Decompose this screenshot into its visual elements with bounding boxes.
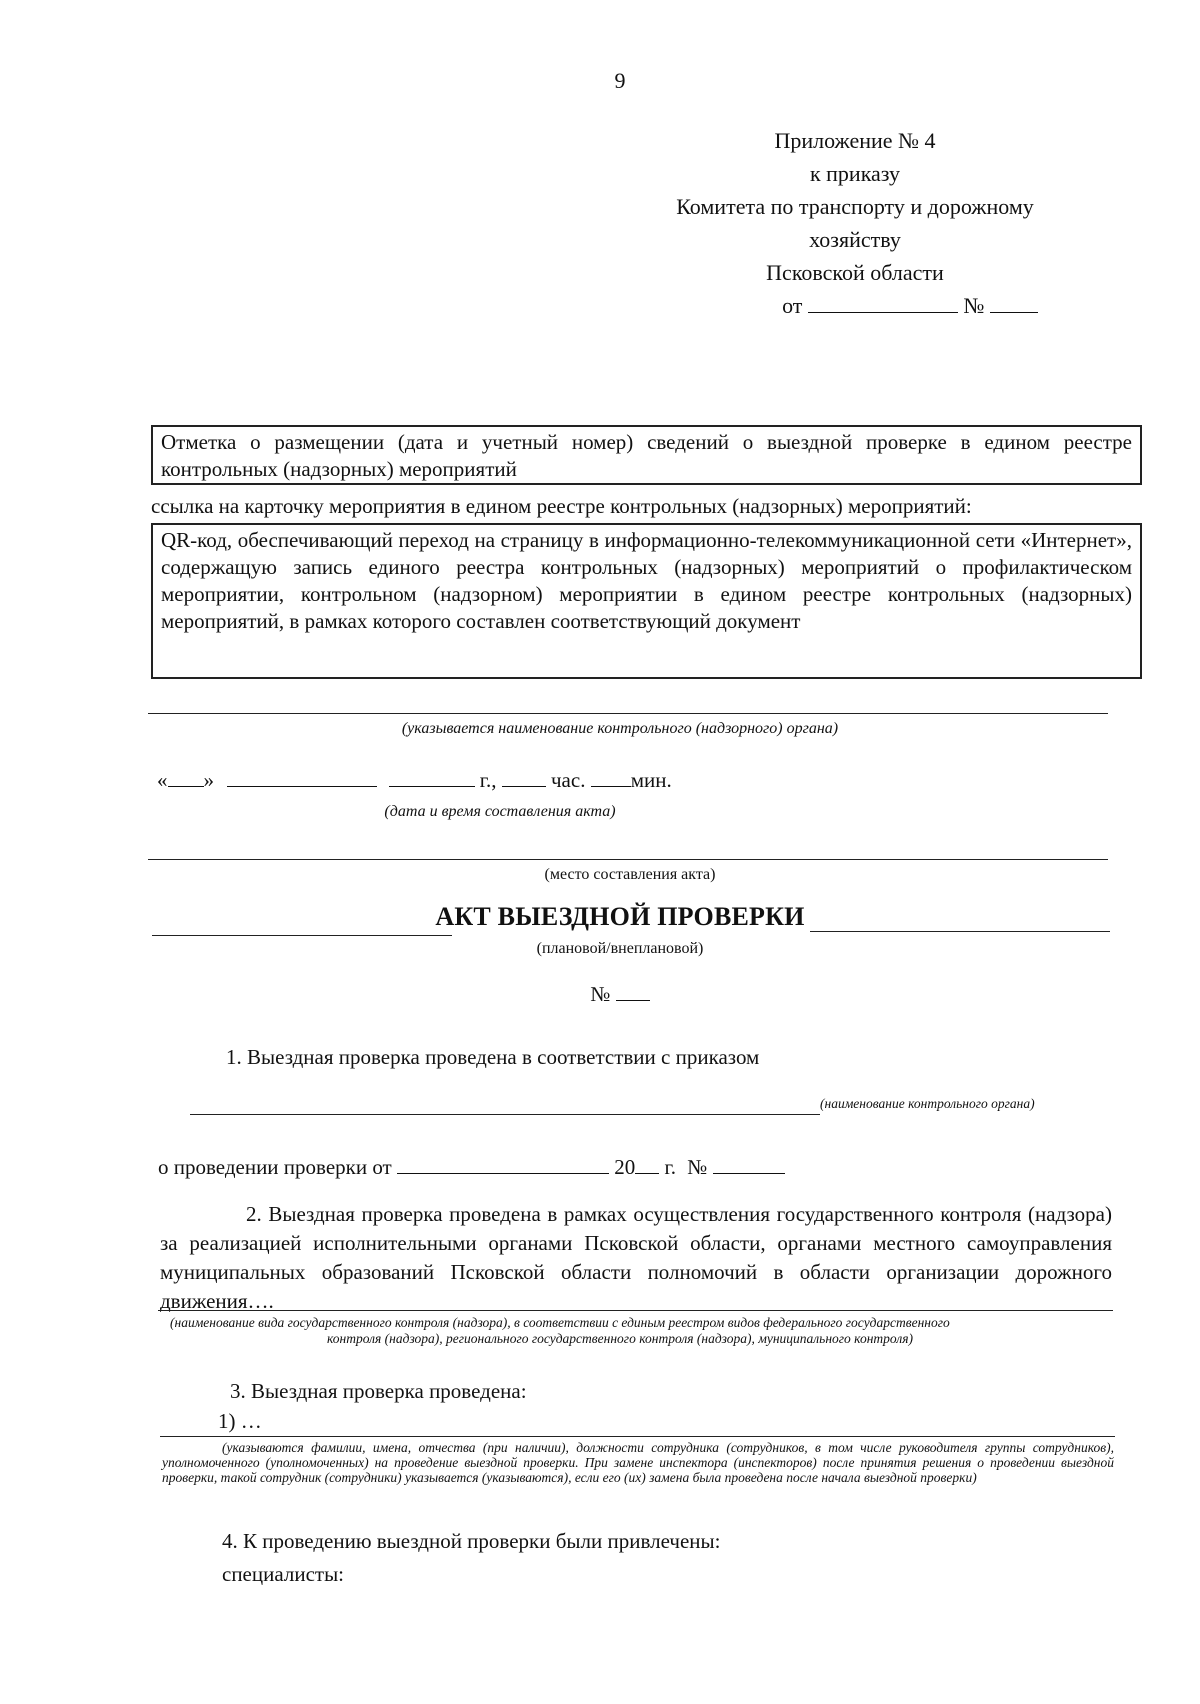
date-blank[interactable] (808, 296, 958, 313)
page-number: 9 (614, 68, 626, 93)
order-year-label: г. (664, 1155, 676, 1179)
order-century: 20 (614, 1155, 636, 1179)
section3-line[interactable] (160, 1436, 1115, 1437)
appendix-header (640, 124, 1070, 322)
place-caption: (место составления акта) (544, 866, 716, 883)
act-number (0, 982, 1200, 1007)
order-year-blank[interactable] (635, 1157, 659, 1174)
act-subtitle: (плановой/внеплановой) (536, 940, 704, 957)
section1-order-line (158, 1153, 785, 1182)
appendix-line-1: Приложение № 4 (774, 128, 936, 153)
date-time-line (157, 768, 672, 793)
section2-text: 2. Выездная проверка проведена в рамках осуществления государственного контроля (надзора) за реализацией исполнительными органами Псковской области, органами местного самоуправления муниципальных образований Псковской области полномочий в области организации дорожного движения…. (160, 1202, 1112, 1313)
section1-text: 1. Выездная проверка проведена в соответствии с приказом (226, 1045, 760, 1069)
registry-mark-box: Отметка о размещении (дата и учетный номер) сведений о выездной проверке в едином реестре контрольных (надзорных) мероприятий (151, 425, 1142, 485)
section3-item-1: 1) … (218, 1409, 262, 1433)
hours-blank[interactable] (502, 770, 546, 787)
appendix-line-3: Комитета по транспорту и дорожному (676, 194, 1034, 219)
open-quote: « (157, 768, 168, 792)
order-date-blank[interactable] (397, 1157, 609, 1174)
specialists-label: специалисты: (222, 1562, 345, 1586)
section1-caption: (наименование контрольного органа) (820, 1096, 1035, 1111)
appendix-date-number (640, 289, 1070, 322)
number-label: № (963, 293, 985, 318)
hours-label: час. (551, 768, 586, 792)
close-quote: » (203, 768, 214, 792)
appendix-line-5: Псковской области (766, 260, 944, 285)
appendix-line-4: хозяйству (809, 227, 901, 252)
date-time-caption: (дата и время составления акта) (384, 803, 616, 820)
from-label: от (782, 293, 803, 318)
qr-code-box: QR-код, обеспечивающий переход на страницу в информационно-телекоммуникационной сети «Интернет», содержащую запись единого реестра контрольных (надзорных) мероприятий о профилактическом мероприятии, контрольном (надзорном) мероприятии в едином реестре контрольных (надзорных) мероприятий, в рамках которого составлен соответствующий документ (151, 523, 1142, 679)
number-blank[interactable] (990, 296, 1038, 313)
minutes-blank[interactable] (591, 770, 631, 787)
order-number-blank[interactable] (713, 1157, 785, 1174)
place-line[interactable] (148, 859, 1108, 860)
organ-name-caption: (указывается наименование контрольного (надзорного) органа) (401, 720, 839, 737)
section4-text: 4. К проведению выездной проверки были привлечены: (222, 1529, 721, 1553)
card-link-label: ссылка на карточку мероприятия в едином реестре контрольных (надзорных) мероприятий: (151, 494, 972, 518)
section1-organ-line[interactable] (190, 1114, 820, 1115)
title-right-line (810, 931, 1110, 932)
year-blank[interactable] (389, 770, 475, 787)
day-blank[interactable] (168, 770, 204, 787)
order-prefix: о проведении проверки от (158, 1155, 392, 1179)
section2-caption-2: контроля (надзора), регионального государственного контроля (надзора), муниципального контроля) (326, 1331, 913, 1346)
section3-caption: (указываются фамилии, имена, отчества (при наличии), должности сотрудника (сотрудников, в том числе руководителя группы сотрудников), уполномоченного (уполномоченных) на проведение выездной проверки. При замене инспектора (инспекторов) после принятия решения о проведении выездной проверки, такой сотрудник (сотрудники) указывается (указываются), если его (их) замена была проведена после начала выездной проверки) (162, 1440, 1114, 1485)
organ-name-line[interactable] (148, 713, 1108, 714)
appendix-line-2: к приказу (809, 161, 901, 186)
section3-text: 3. Выездная проверка проведена: (230, 1379, 527, 1403)
section2-line (158, 1310, 1113, 1311)
minutes-label: мин. (630, 768, 672, 792)
year-label: г., (479, 768, 497, 792)
act-number-blank[interactable] (616, 984, 650, 1001)
title-left-line (152, 935, 452, 936)
act-title: АКТ ВЫЕЗДНОЙ ПРОВЕРКИ (435, 902, 805, 931)
act-number-label: № (590, 982, 611, 1006)
month-blank[interactable] (227, 770, 377, 787)
order-number-label: № (687, 1155, 708, 1179)
section2-caption-1: (наименование вида государственного контроля (надзора), в соответствии с единым реестром видов федерального государственного (170, 1315, 950, 1330)
